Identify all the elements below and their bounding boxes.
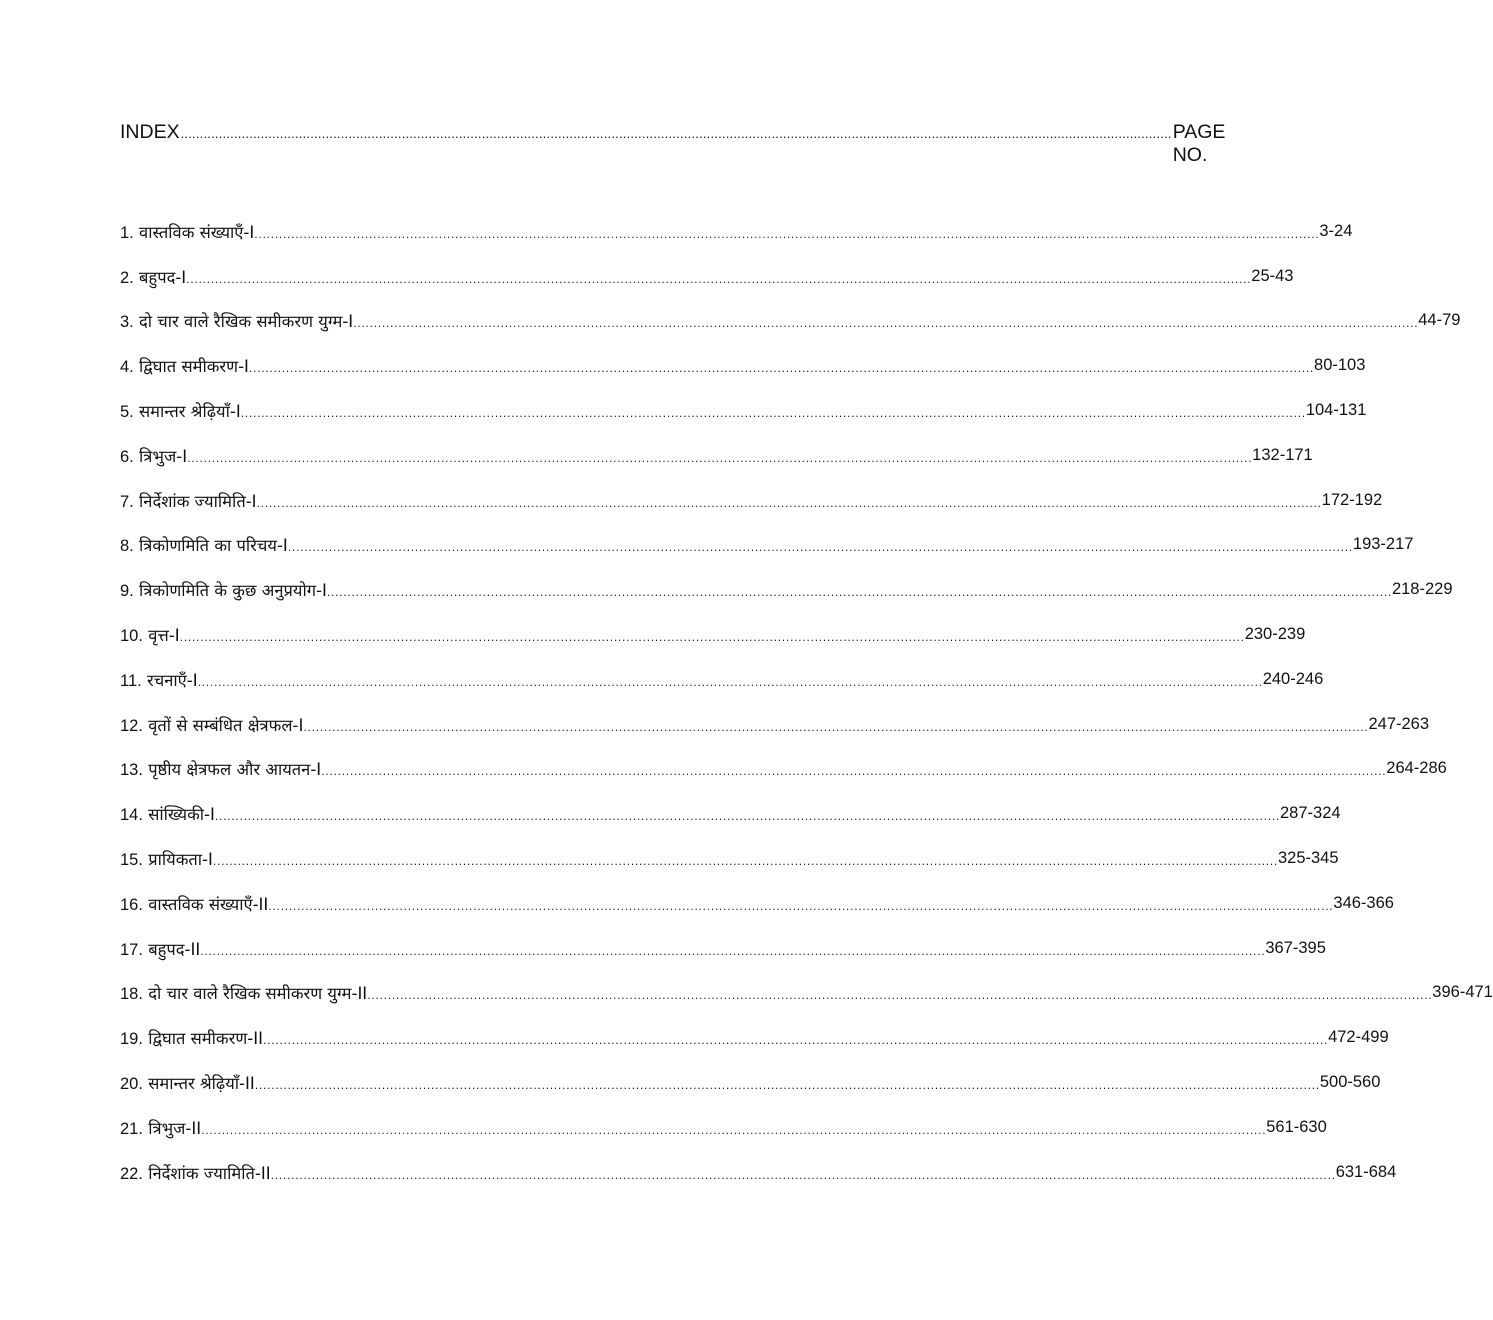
toc-entry-pages: 25-43 <box>1251 266 1294 285</box>
toc-entry-title: निर्देशांक ज्यामिति-II <box>148 1163 271 1183</box>
toc-entry-title: त्रिकोणमिति के कुछ अनुप्रयोग-I <box>139 581 327 601</box>
toc-entry-title: द्विघात समीकरण-II <box>148 1029 263 1049</box>
toc-entry <box>120 433 1313 478</box>
toc-dot-leader: .................................................................................................................................................................................................................................................................... <box>256 496 1322 510</box>
toc-entry-number: 10. <box>120 627 143 646</box>
toc-entry-pages: 104-131 <box>1305 401 1367 420</box>
toc-dot-leader: .................................................................................................................................................................................................................................................................... <box>179 631 1245 645</box>
toc-entry-label <box>120 892 268 915</box>
toc-entry-label <box>120 578 327 601</box>
toc-entry-title: दो चार वाले रैखिक समीकरण युग्म-I <box>139 312 354 332</box>
toc-entry <box>120 388 1367 433</box>
toc-entry <box>120 612 1306 657</box>
toc-entry-pages: 396-471 <box>1432 983 1493 1002</box>
toc-entry-title: समान्तर श्रेढ़ियाँ-II <box>148 1074 255 1094</box>
toc-entry-pages: 44-79 <box>1418 311 1461 330</box>
toc-entry-title: त्रिकोणमिति का परिचय-I <box>139 536 288 556</box>
toc-entry-pages: 172-192 <box>1321 490 1383 509</box>
toc-entry <box>120 657 1324 702</box>
toc-entry-number: 21. <box>120 1119 143 1138</box>
toc-entry-label <box>120 309 353 332</box>
toc-entry <box>120 1105 1327 1150</box>
toc-entry <box>120 1015 1389 1060</box>
header-dot-leader: .................................................................................................................................................................................................................................................................... <box>180 126 1172 141</box>
toc-entry-label <box>120 623 180 646</box>
toc-entry-pages: 325-345 <box>1277 849 1339 868</box>
toc-dot-leader: .................................................................................................................................................................................................................................................................... <box>321 765 1387 779</box>
toc-entry-number: 6. <box>120 447 134 466</box>
toc-entry-label <box>120 713 303 736</box>
toc-entry-label <box>120 533 288 556</box>
toc-entry-number: 17. <box>120 940 143 959</box>
toc-entry-label <box>120 802 215 825</box>
toc-entry-pages: 132-171 <box>1252 445 1313 464</box>
toc-entry-number: 12. <box>120 716 143 735</box>
toc-entry-label <box>120 937 200 960</box>
toc-entry-title: द्विघात समीकरण-I <box>139 357 249 377</box>
toc-entry-number: 3. <box>120 313 134 332</box>
toc-entry-number: 8. <box>120 537 134 556</box>
toc-entry-label <box>120 489 257 512</box>
toc-entry-title: प्रायिकता-I <box>148 850 213 870</box>
toc-entry <box>120 791 1341 836</box>
toc-dot-leader: .................................................................................................................................................................................................................................................................... <box>326 586 1392 600</box>
toc-entry-title: त्रिभुज-II <box>148 1118 202 1138</box>
toc-dot-leader: .................................................................................................................................................................................................................................................................... <box>248 362 1315 376</box>
page-no-heading: PAGE NO. <box>1172 121 1226 166</box>
toc-entry-pages: 367-395 <box>1265 938 1326 957</box>
toc-entry-number: 5. <box>120 403 134 422</box>
toc-entry <box>120 209 1353 254</box>
toc-dot-leader: .................................................................................................................................................................................................................................................................... <box>212 855 1278 869</box>
toc-dot-leader: .................................................................................................................................................................................................................................................................... <box>197 675 1263 689</box>
toc-entry-title: वृत्त-I <box>148 626 180 646</box>
toc-dot-leader: .................................................................................................................................................................................................................................................................... <box>353 317 1419 331</box>
toc-entry-label <box>120 399 241 422</box>
toc-dot-leader: .................................................................................................................................................................................................................................................................... <box>270 1168 1336 1182</box>
toc-entry-label <box>120 981 367 1004</box>
toc-entry-title: बहुपद-I <box>139 267 187 287</box>
toc-entry-label <box>120 265 186 288</box>
toc-entry-number: 13. <box>120 761 143 780</box>
toc-entry-number: 7. <box>120 492 134 511</box>
toc-entry <box>120 881 1394 926</box>
toc-entry-label <box>120 444 187 467</box>
toc-entry <box>120 523 1414 568</box>
table-of-contents <box>120 209 1493 1195</box>
toc-entry-pages: 500-560 <box>1319 1073 1381 1092</box>
toc-entry-label <box>120 1161 271 1184</box>
toc-entry-pages: 346-366 <box>1333 893 1394 912</box>
toc-entry-pages: 561-630 <box>1266 1117 1327 1136</box>
toc-entry-pages: 264-286 <box>1386 759 1447 778</box>
toc-entry-pages: 3-24 <box>1319 221 1353 240</box>
toc-entry-pages: 80-103 <box>1314 356 1366 375</box>
toc-entry-title: वास्तविक संख्याएँ-I <box>139 222 255 242</box>
toc-entry-number: 16. <box>120 895 143 914</box>
index-header <box>120 121 1226 166</box>
toc-entry-pages: 631-684 <box>1335 1162 1397 1181</box>
toc-dot-leader: .................................................................................................................................................................................................................................................................... <box>200 944 1266 958</box>
toc-entry-number: 20. <box>120 1075 143 1094</box>
toc-entry-title: त्रिभुज-I <box>139 446 188 466</box>
toc-dot-leader: .................................................................................................................................................................................................................................................................... <box>187 451 1253 465</box>
toc-dot-leader: .................................................................................................................................................................................................................................................................... <box>214 810 1280 824</box>
toc-entry-title: निर्देशांक ज्यामिति-I <box>139 491 257 511</box>
toc-dot-leader: .................................................................................................................................................................................................................................................................... <box>186 272 1252 286</box>
toc-entry-title: वृतों से सम्बंधित क्षेत्रफल-I <box>148 715 304 735</box>
toc-entry-pages: 218-229 <box>1391 580 1453 599</box>
toc-entry-pages: 240-246 <box>1262 669 1324 688</box>
toc-entry-number: 15. <box>120 851 143 870</box>
toc-dot-leader: .................................................................................................................................................................................................................................................................... <box>262 1034 1329 1048</box>
toc-entry-label <box>120 668 198 691</box>
toc-entry-title: बहुपद-II <box>148 939 201 959</box>
toc-entry-number: 22. <box>120 1164 143 1183</box>
toc-entry <box>120 1060 1381 1105</box>
toc-entry-number: 4. <box>120 358 134 377</box>
toc-entry-label <box>120 847 213 870</box>
toc-entry <box>120 926 1326 971</box>
toc-entry <box>120 478 1383 523</box>
toc-dot-leader: .................................................................................................................................................................................................................................................................... <box>254 1079 1320 1093</box>
toc-dot-leader: .................................................................................................................................................................................................................................................................... <box>268 899 1334 913</box>
toc-entry <box>120 1150 1397 1195</box>
toc-entry-number: 9. <box>120 582 134 601</box>
toc-dot-leader: .................................................................................................................................................................................................................................................................... <box>240 407 1306 421</box>
toc-entry-label <box>120 757 321 780</box>
toc-entry <box>120 702 1430 747</box>
toc-entry-label <box>120 1026 263 1049</box>
toc-dot-leader: .................................................................................................................................................................................................................................................................... <box>287 541 1353 555</box>
toc-entry-label <box>120 1116 201 1139</box>
toc-entry-title: सांख्यिकी-I <box>148 805 215 825</box>
toc-entry <box>120 747 1447 792</box>
toc-entry <box>120 343 1366 388</box>
toc-entry <box>120 254 1294 299</box>
toc-entry-number: 11. <box>120 671 142 690</box>
toc-entry-number: 2. <box>120 268 134 287</box>
toc-dot-leader: .................................................................................................................................................................................................................................................................... <box>254 227 1320 241</box>
toc-entry-pages: 193-217 <box>1352 535 1414 554</box>
toc-dot-leader: .................................................................................................................................................................................................................................................................... <box>367 989 1433 1003</box>
toc-entry-title: दो चार वाले रैखिक समीकरण युग्म-II <box>148 984 368 1004</box>
toc-entry-label <box>120 354 249 377</box>
toc-entry-pages: 287-324 <box>1280 804 1341 823</box>
toc-entry-pages: 472-499 <box>1328 1028 1389 1047</box>
toc-entry-label <box>120 220 254 243</box>
toc-entry <box>120 567 1453 612</box>
toc-entry <box>120 971 1493 1016</box>
toc-dot-leader: .................................................................................................................................................................................................................................................................... <box>201 1123 1267 1137</box>
toc-entry-title: रचनाएँ-I <box>146 670 198 690</box>
toc-dot-leader: .................................................................................................................................................................................................................................................................... <box>303 720 1369 734</box>
toc-entry-title: वास्तविक संख्याएँ-II <box>148 894 269 914</box>
index-heading: INDEX <box>120 121 180 143</box>
toc-entry-number: 1. <box>120 223 134 242</box>
toc-entry-title: पृष्ठीय क्षेत्रफल और आयतन-I <box>148 760 322 780</box>
toc-entry-label <box>120 1071 255 1094</box>
toc-entry-number: 19. <box>120 1030 143 1049</box>
toc-entry <box>120 299 1461 344</box>
toc-entry-title: समान्तर श्रेढ़ियाँ-I <box>139 402 241 422</box>
toc-entry-pages: 247-263 <box>1368 714 1430 733</box>
toc-entry <box>120 836 1339 881</box>
toc-entry-pages: 230-239 <box>1244 625 1306 644</box>
toc-entry-number: 14. <box>120 806 143 825</box>
toc-entry-number: 18. <box>120 985 143 1004</box>
